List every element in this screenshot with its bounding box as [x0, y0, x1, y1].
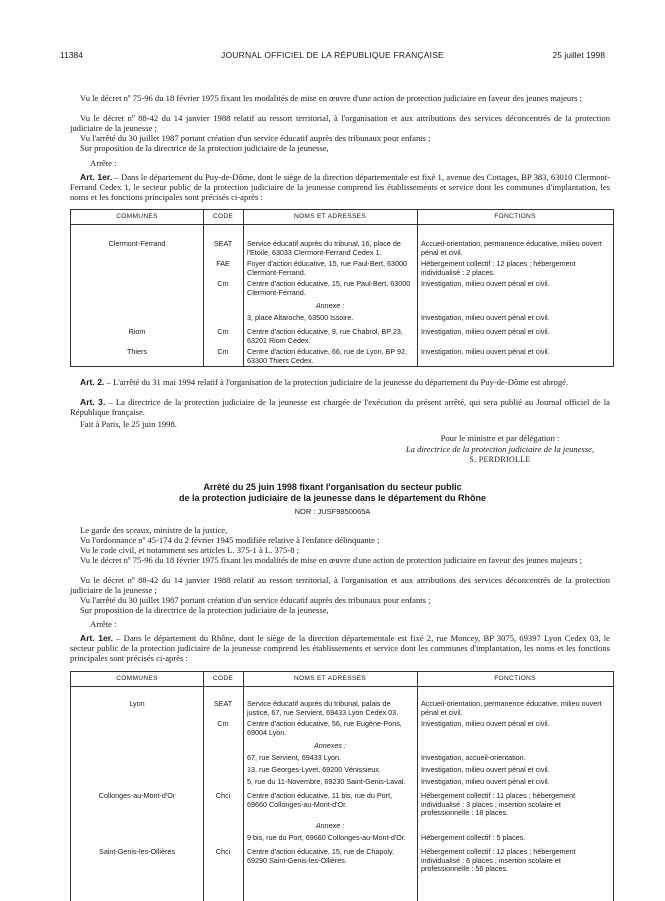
- article-1-b-text: – Dans le département du Rhône, dont le siège de la direction départementale est fixé 2, rue Moncey, BP 3075, 69397 Lyon Cedex 03, le secteur public de la protection judiciaire de la jeunesse comprend les établissements et service dont les communes d'implantation, les noms et les fonctions principales sont précisés ci-après :: [70, 633, 610, 663]
- header-noms: NOMS ET ADRESSES: [243, 672, 417, 687]
- table-cell-fonction: Investigation, milieu ouvert pénal et civil.: [421, 719, 550, 728]
- table-cell-nom: 9 bis, rue du Port, 69660 Collonges-au-Mont-d'Or.: [247, 833, 406, 842]
- table-cell-fonction: Hébergement collectif : 12 places ; hébergement individualisé : 6 places ; insertion scolaire et professionnelle : 56 places.: [421, 847, 576, 874]
- table-cell-code: Cm: [217, 279, 229, 288]
- table-cell-nom: 13, rue Georges-Lyvet, 69200 Vénissieux.: [247, 765, 381, 774]
- visa-decret-88-42: Vu le décret nº 88-42 du 14 janvier 1988 relatif au ressort territorial, à l'organisation et aux attributions des services déconcentrés de la protection judiciaire de la jeunesse ;: [70, 113, 610, 133]
- signature-role: La directrice de la protection judiciaire de la jeunesse,: [405, 444, 595, 454]
- article-2: [70, 377, 610, 387]
- fait-a-paris: Fait à Paris, le 25 juin 1998.: [80, 419, 177, 429]
- table-cell-fonction: Accueil-orientation, permanence éducative, milieu ouvert pénal et civil.: [421, 699, 602, 717]
- article-1-b: [70, 633, 610, 663]
- table-cell-annexe: Annexe :: [315, 301, 345, 310]
- table-cell-annexe: Annexe :: [315, 821, 345, 830]
- table-cell-nom: Centre d'action éducative, 15, rue de Chapoly, 69290 Saint-Genis-les-Ollières.: [247, 847, 395, 865]
- table-cell-code: SEAT: [213, 699, 233, 708]
- table-cell-annexe: Annexes :: [314, 741, 346, 750]
- table-cell-fonction: Investigation, milieu ouvert pénal et civil.: [421, 313, 550, 322]
- table-cell-commune: Riom: [128, 327, 146, 336]
- table-cell-nom: Centre d'action éducative, 11 bis, rue du Port, 69660 Collonges-au-Mont-d'Or.: [247, 791, 393, 809]
- visa-ordonnance: Vu l'ordonnance nº 45-174 du 2 février 1945 modifiée relative à l'enfance délinquante ;: [80, 535, 380, 545]
- visa-arrete-1987: Vu l'arrêté du 30 juillet 1987 portant création d'un service éducatif auprès des tribunaux pour enfants ;: [80, 133, 431, 143]
- table-cell-nom: Foyer d'action éducative, 15, rue Paul-Bert, 63000 Clermont-Ferrand.: [247, 259, 407, 277]
- table-cell-code: Chci: [215, 791, 231, 800]
- journal-title: JOURNAL OFFICIEL DE LA RÉPUBLIQUE FRANÇAISE: [221, 50, 444, 60]
- page-header: [60, 50, 605, 62]
- article-3: [70, 397, 610, 417]
- article-2-label: Art. 2.: [80, 377, 105, 387]
- table-cell-fonction: Investigation, milieu ouvert pénal et civil.: [421, 279, 550, 288]
- sur-proposition-b: Sur proposition de la directrice de la protection judiciaire de la jeunesse,: [80, 605, 329, 615]
- arrete-title-line2: de la protection judiciaire de la jeunesse dans le département du Rhône: [178, 493, 487, 503]
- table-cell-commune: Thiers: [127, 347, 147, 356]
- table-cell-fonction: Investigation, accueil-orientation.: [421, 753, 526, 762]
- table-cell-fonction: Investigation, milieu ouvert pénal et civil.: [421, 347, 550, 356]
- article-3-text: – La directrice de la protection judiciaire de la jeunesse est chargée de l'exécution du présent arrêté, qui sera publié au Journal officiel de la République française.: [70, 397, 610, 417]
- arrete-title-line1: Arrêté du 25 juin 1998 fixant l'organisation du secteur public: [203, 482, 462, 492]
- signature-delegation: Pour le ministre et par délégation :: [440, 433, 560, 443]
- table-cell-nom: 5, rue du 11-Novembre, 69230 Saint-Genis-Laval.: [247, 777, 406, 786]
- issue-date: 25 juillet 1998: [552, 50, 605, 60]
- table-cell-fonction: Hébergement collectif : 12 places ; hébergement individualisé : 2 places.: [421, 259, 576, 277]
- article-3-label: Art. 3.: [80, 397, 106, 407]
- table-cell-commune: Lyon: [129, 699, 145, 708]
- visa-arrete-1987-b: Vu l'arrêté du 30 juillet 1987 portant création d'un service éducatif auprès des tribunaux pour enfants ;: [80, 595, 431, 605]
- table-cell-nom: 3, place Altaroche, 63500 Issoire.: [247, 313, 354, 322]
- article-1-label: Art. 1er.: [80, 172, 113, 182]
- table-cell-code: FAE: [216, 259, 230, 268]
- header-noms: NOMS ET ADRESSES: [243, 210, 417, 225]
- garde-des-sceaux: Le garde des sceaux, ministre de la justice,: [80, 525, 228, 535]
- table-puy-de-dome: [70, 209, 614, 367]
- header-fonctions: FONCTIONS: [417, 672, 613, 687]
- table-cell-commune: Saint-Genis-les-Ollières: [99, 847, 175, 856]
- table-cell-nom: Centre d'action éducative, 9, rue Chabrol, BP 23, 63201 Riom Cedex.: [247, 327, 403, 345]
- table-cell-code: Chci: [215, 847, 231, 856]
- table-cell-commune: Collonges-au-Mont-d'Or: [98, 791, 176, 800]
- header-code: CODE: [203, 672, 243, 687]
- article-1: [70, 172, 610, 202]
- table-cell-nom: Centre d'action éducative, 66, rue de Lyon, BP 92, 63300 Thiers Cedex.: [247, 347, 408, 365]
- article-1-b-label: Art. 1er.: [80, 633, 114, 643]
- table-cell-fonction: Hébergement collectif : 5 places.: [421, 833, 526, 842]
- table-cell-nom: 67, rue Servient, 69433 Lyon.: [247, 753, 342, 762]
- table-cell-commune: Clermont-Ferrand: [108, 239, 166, 248]
- table-cell-nom: Service éducatif auprès du tribunal, palais de justice, 67, rue Servient, 69433 Lyon Cedex 03.: [247, 699, 399, 717]
- table-cell-fonction: Accueil-orientation, permanence éducative, milieu ouvert pénal et civil.: [421, 239, 602, 257]
- header-code: CODE: [203, 210, 243, 225]
- table-cell-fonction: Hébergement collectif : 11 places ; hébergement individualisé : 3 places ; insertion scolaire et professionnelle : 18 places.: [421, 791, 576, 818]
- signature-name: S. PERDRIOLLE: [469, 455, 531, 464]
- page-number: 11384: [60, 50, 84, 60]
- table-cell-nom: Centre d'action éducative, 15, rue Paul-Bert, 63000 Clermont-Ferrand.: [247, 279, 411, 297]
- visa-decret-75-96-b: Vu le décret nº 75-96 du 18 février 1975 fixant les modalités de mise en œuvre d'une action de protection judiciaire en faveur des jeunes majeurs ;: [80, 555, 582, 565]
- table-cell-code: Cm: [217, 719, 229, 728]
- table-cell-fonction: Investigation, milieu ouvert pénal et civil.: [421, 777, 550, 786]
- table-cell-fonction: Investigation, milieu ouvert pénal et civil.: [421, 327, 550, 336]
- arrete-label: Arrête :: [90, 158, 117, 168]
- header-communes: COMMUNES: [71, 672, 203, 687]
- table-cell-code: Cm: [217, 347, 229, 356]
- article-1-text: – Dans le département du Puy-de-Dôme, dont le siège de la direction départementale est fixé 1, avenue des Cottages, BP 383, 63010 Clermont-Ferrand Cedex 1, le secteur public de la protection judiciaire de la jeunesse comprend les établissements et service dont les communes d'implantation, les noms et les fonctions principales sont précisés ci-après :: [70, 172, 610, 202]
- table-cell-code: Cm: [217, 327, 229, 336]
- header-communes: COMMUNES: [71, 210, 203, 225]
- table-cell-code: SEAT: [213, 239, 233, 248]
- table-cell-nom: Service éducatif auprès du tribunal, 16, place de l'Etoile, 63033 Clermont-Ferrand Cedex 1.: [247, 239, 401, 257]
- article-2-text: – L'arrêté du 31 mai 1994 relatif à l'organisation de la protection judiciaire de la jeunesse du département du Puy-de-Dôme est abrogé.: [106, 377, 569, 387]
- visa-decret-88-42-b: Vu le décret nº 88-42 du 14 janvier 1988 relatif au ressort territorial, à l'organisation et aux attributions des services déconcentrés de la protection judiciaire de la jeunesse ;: [70, 575, 610, 595]
- header-fonctions: FONCTIONS: [417, 210, 613, 225]
- sur-proposition: Sur proposition de la directrice de la protection judiciaire de la jeunesse,: [80, 143, 329, 153]
- arrete-label-b: Arrête :: [90, 619, 117, 629]
- table-rhone: [70, 671, 614, 901]
- table-cell-fonction: Investigation, milieu ouvert pénal et civil.: [421, 765, 550, 774]
- visa-code-civil: Vu le code civil, et notamment ses articles L. 375-1 à L. 375-8 ;: [80, 545, 300, 555]
- visa-decret-75-96: Vu le décret nº 75-96 du 18 février 1975 fixant les modalités de mise en œuvre d'une action de protection judiciaire en faveur des jeunes majeurs ;: [80, 93, 582, 103]
- table-cell-nom: Centre d'action éducative, 56, rue Eugène-Pons, 69004 Lyon.: [247, 719, 402, 737]
- nor-reference: NOR : JUSF9850065A: [294, 507, 371, 516]
